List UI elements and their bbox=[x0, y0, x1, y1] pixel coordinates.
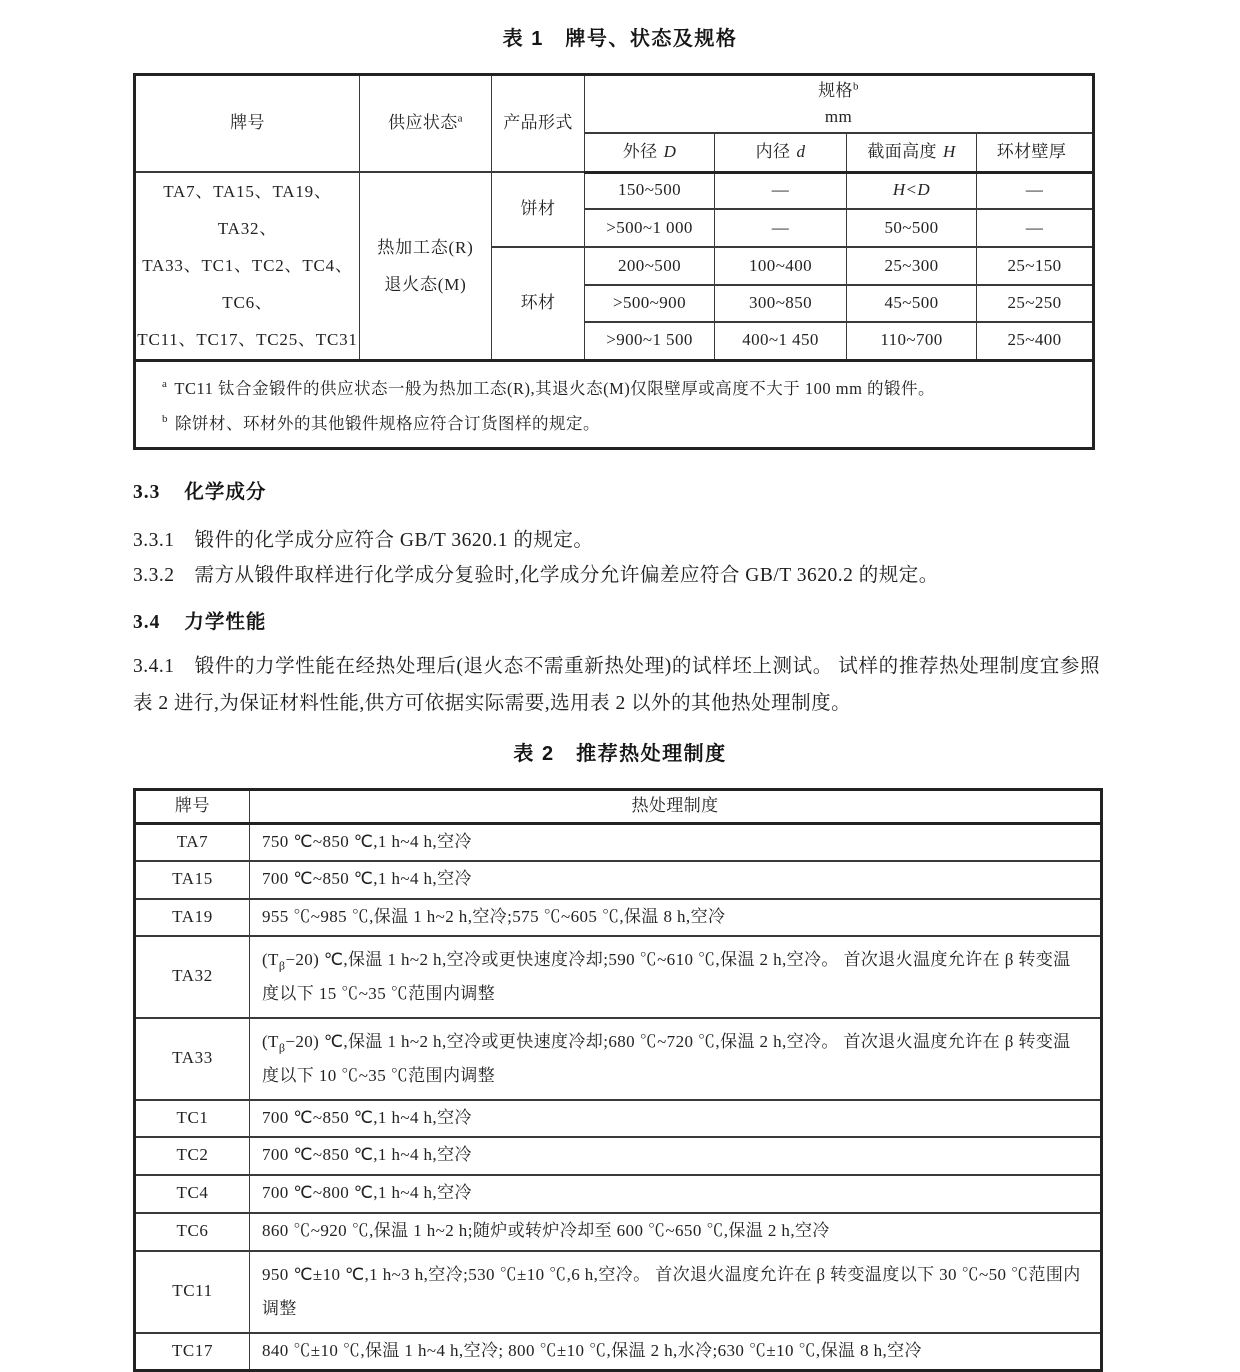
grade-line: TA7、TA15、TA19、TA32、 bbox=[163, 182, 332, 239]
section-number: 3.4 bbox=[133, 612, 161, 633]
regime-cell bbox=[250, 1251, 1102, 1333]
col-label: 外径 bbox=[622, 141, 658, 161]
paragraph-3-3-1 bbox=[133, 522, 1100, 559]
spec-cell: 25~300 bbox=[847, 247, 977, 285]
beta-subscript: β bbox=[278, 1039, 286, 1054]
regime-cell bbox=[250, 1137, 1102, 1175]
grade-cell: TC1 bbox=[135, 1100, 250, 1137]
regime-text: 860 ℃~920 ℃,保温 1 h~2 h;随炉或转炉冷却至 600 ℃~650 ℃,保温 2 h,空冷 bbox=[262, 1221, 830, 1241]
table2-header-row bbox=[135, 790, 1102, 824]
regime-cell bbox=[250, 824, 1102, 861]
footnote-marker-a-ref: a bbox=[457, 112, 463, 125]
spec-label-line bbox=[585, 78, 1092, 104]
footnote-b bbox=[162, 406, 1074, 441]
regime-text: 750 ℃~850 ℃,1 h~4 h,空冷 bbox=[262, 831, 472, 851]
regime-text: 700 ℃~850 ℃,1 h~4 h,空冷 bbox=[262, 1145, 472, 1165]
regime-cell bbox=[250, 1213, 1102, 1251]
grade-cell: TA33 bbox=[135, 1018, 250, 1100]
regime-text: (T bbox=[262, 1031, 279, 1051]
header-cell-section-height bbox=[847, 133, 977, 172]
state-line: 退火态(M) bbox=[384, 274, 467, 294]
header-cell-grade: 牌号 bbox=[135, 75, 360, 173]
grade-cell: TC11 bbox=[135, 1251, 250, 1333]
paragraph-text: 需方从锻件取样进行化学成分复验时,化学成分允许偏差应符合 GB/T 3620.2 的规定。 bbox=[194, 565, 939, 586]
spec-cell: — bbox=[715, 209, 847, 247]
paragraph-3-3-2 bbox=[133, 557, 1100, 594]
header-cell-state bbox=[360, 75, 492, 173]
regime-cell bbox=[250, 899, 1102, 936]
paragraph-number: 3.4.1 bbox=[133, 656, 175, 677]
table-row bbox=[135, 824, 1102, 861]
table1-title: 表 1 牌号、状态及规格 bbox=[502, 28, 738, 50]
spec-cell: H<D bbox=[847, 172, 977, 209]
spec-cell: — bbox=[977, 209, 1094, 247]
spec-cell: — bbox=[715, 172, 847, 209]
header-cell-regime: 热处理制度 bbox=[250, 790, 1102, 824]
regime-cell bbox=[250, 1018, 1102, 1100]
header-cell-spec bbox=[585, 75, 1094, 134]
spec-unit-line: mm bbox=[824, 107, 853, 126]
header-cell-ring-wall bbox=[977, 133, 1094, 172]
table-row bbox=[135, 1100, 1102, 1137]
spec-cell: 50~500 bbox=[847, 209, 977, 247]
regime-text: −20) ℃,保温 1 h~2 h,空冷或更快速度冷却;680 ℃~720 ℃,保温 2 h,空冷。 首次退火温度允许在 β 转变温度以下 10 ℃~35 ℃范围内调整 bbox=[262, 1031, 1071, 1085]
table-row bbox=[135, 1018, 1102, 1100]
grade-cell: TC4 bbox=[135, 1175, 250, 1213]
regime-text: 840 ℃±10 ℃,保温 1 h~4 h,空冷; 800 ℃±10 ℃,保温 2 h,水冷;630 ℃±10 ℃,保温 8 h,空冷 bbox=[262, 1340, 922, 1360]
section-title: 力学性能 bbox=[184, 611, 267, 633]
grade-cell: TA15 bbox=[135, 861, 250, 899]
regime-text: −20) ℃,保温 1 h~2 h,空冷或更快速度冷却;590 ℃~610 ℃,保温 2 h,空冷。 首次退火温度允许在 β 转变温度以下 15 ℃~35 ℃范围内调整 bbox=[262, 949, 1071, 1003]
table-row bbox=[135, 1175, 1102, 1213]
table-row bbox=[135, 936, 1102, 1018]
footnote-a bbox=[162, 371, 1074, 406]
regime-cell bbox=[250, 1333, 1102, 1371]
spec-cell: 200~500 bbox=[585, 247, 715, 285]
col-var: d bbox=[796, 141, 806, 161]
section-heading-3-4 bbox=[133, 606, 266, 634]
form-cell-disc: 饼材 bbox=[492, 172, 585, 247]
header-cell-form: 产品形式 bbox=[492, 75, 585, 173]
grade-cell: TA19 bbox=[135, 899, 250, 936]
table-row bbox=[135, 1251, 1102, 1333]
regime-text: 955 ℃~985 ℃,保温 1 h~2 h,空冷;575 ℃~605 ℃,保温 8 h,空冷 bbox=[262, 906, 726, 926]
spec-label: 规格 bbox=[818, 81, 853, 100]
grade-line: TA33、TC1、TC2、TC4、TC6、 bbox=[142, 256, 353, 313]
footnote-text: TC11 钛合金锻件的供应状态一般为热加工态(R),其退火态(M)仅限壁厚或高度不大于 100 mm 的锻件。 bbox=[174, 378, 936, 398]
col-label: 环材壁厚 bbox=[996, 141, 1067, 161]
footnote-marker: a bbox=[162, 378, 168, 390]
spec-cell: >500~900 bbox=[585, 285, 715, 322]
col-label: 内径 bbox=[755, 141, 791, 161]
footnote-marker: b bbox=[162, 413, 168, 425]
header-cell-outer-diameter bbox=[585, 133, 715, 172]
regime-text: 700 ℃~800 ℃,1 h~4 h,空冷 bbox=[262, 1183, 472, 1203]
header-state-label: 供应状态 bbox=[388, 113, 458, 133]
table-row bbox=[135, 861, 1102, 899]
regime-text: 950 ℃±10 ℃,1 h~3 h,空冷;530 ℃±10 ℃,6 h,空冷。 首次退火温度允许在 β 转变温度以下 30 ℃~50 ℃范围内调整 bbox=[262, 1264, 1081, 1318]
beta-subscript: β bbox=[278, 957, 286, 972]
regime-cell bbox=[250, 1100, 1102, 1137]
regime-text: (T bbox=[262, 949, 279, 969]
regime-cell bbox=[250, 861, 1102, 899]
paragraph-text: 锻件的力学性能在经热处理后(退火态不需重新热处理)的试样坯上测试。 试样的推荐热处理制度宜参照表 2 进行,为保证材料性能,供方可依据实际需要,选用表 2 以外的其他热处理制度。 bbox=[133, 656, 1100, 714]
section-title: 化学成分 bbox=[184, 481, 267, 503]
table2 bbox=[133, 788, 1103, 1372]
table2-title: 表 2 推荐热处理制度 bbox=[513, 743, 727, 765]
header-cell-inner-diameter bbox=[715, 133, 847, 172]
grade-cell: TC6 bbox=[135, 1213, 250, 1251]
table-row bbox=[135, 172, 1094, 209]
table-row bbox=[135, 1213, 1102, 1251]
table-row bbox=[135, 1333, 1102, 1371]
form-cell-ring: 环材 bbox=[492, 247, 585, 360]
table-row bbox=[135, 1137, 1102, 1175]
spec-cell: 25~250 bbox=[977, 285, 1094, 322]
section-number: 3.3 bbox=[133, 482, 161, 503]
grade-cell: TC17 bbox=[135, 1333, 250, 1371]
paragraph-number: 3.3.2 bbox=[133, 565, 175, 586]
regime-text: 700 ℃~850 ℃,1 h~4 h,空冷 bbox=[262, 869, 472, 889]
spec-cell: 300~850 bbox=[715, 285, 847, 322]
section-heading-3-3 bbox=[133, 476, 266, 504]
grade-list-cell bbox=[135, 172, 360, 360]
header-cell-grade: 牌号 bbox=[135, 790, 250, 824]
col-var: D bbox=[663, 141, 677, 161]
table1-footnote-row bbox=[135, 360, 1094, 448]
spec-cell: >900~1 500 bbox=[585, 322, 715, 360]
col-label: 截面高度 bbox=[867, 141, 937, 161]
spec-cell: 110~700 bbox=[847, 322, 977, 360]
table1 bbox=[133, 73, 1095, 450]
footnote-text: 除饼材、环材外的其他锻件规格应符合订货图样的规定。 bbox=[175, 413, 600, 433]
spec-cell: — bbox=[977, 172, 1094, 209]
spec-cell: 25~400 bbox=[977, 322, 1094, 360]
paragraph-text: 锻件的化学成分应符合 GB/T 3620.1 的规定。 bbox=[194, 530, 594, 551]
footnote-cell bbox=[135, 360, 1094, 448]
table-row bbox=[135, 899, 1102, 936]
spec-cell: 25~150 bbox=[977, 247, 1094, 285]
footnote-marker-b-ref: b bbox=[852, 80, 859, 93]
grade-line: TC11、TC17、TC25、TC31 bbox=[137, 330, 358, 350]
grade-cell: TC2 bbox=[135, 1137, 250, 1175]
state-line: 热加工态(R) bbox=[377, 237, 474, 257]
paragraph-3-4-1 bbox=[133, 648, 1100, 722]
spec-cell: 150~500 bbox=[585, 172, 715, 209]
grade-cell: TA32 bbox=[135, 936, 250, 1018]
regime-cell bbox=[250, 936, 1102, 1018]
spec-cell: 400~1 450 bbox=[715, 322, 847, 360]
spec-cell: >500~1 000 bbox=[585, 209, 715, 247]
paragraph-number: 3.3.1 bbox=[133, 530, 175, 551]
grade-cell: TA7 bbox=[135, 824, 250, 861]
col-var: H bbox=[942, 141, 956, 161]
spec-cell: 100~400 bbox=[715, 247, 847, 285]
table1-header-row-1 bbox=[135, 75, 1094, 134]
regime-cell bbox=[250, 1175, 1102, 1213]
regime-text: 700 ℃~850 ℃,1 h~4 h,空冷 bbox=[262, 1107, 472, 1127]
spec-cell: 45~500 bbox=[847, 285, 977, 322]
supply-state-cell bbox=[360, 172, 492, 360]
